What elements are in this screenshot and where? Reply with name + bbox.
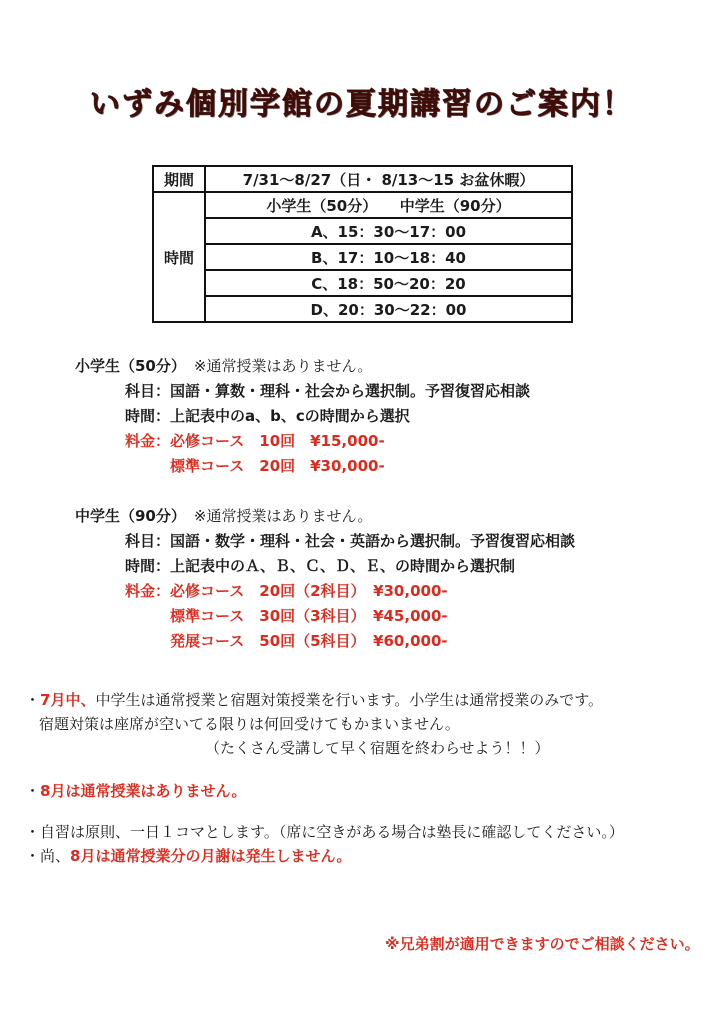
note-july-line2: 宿題対策は座席が空いてる限りは何回受けてもかまいません。 bbox=[39, 715, 460, 733]
period-label: 期間 bbox=[153, 166, 205, 192]
table-row bbox=[153, 166, 572, 192]
junior-section bbox=[75, 504, 575, 654]
period-value: 7/31～8/27（日・ 8/13～15 お盆休暇） bbox=[205, 166, 572, 192]
note-july-line1 bbox=[25, 688, 603, 712]
junior-heading: 中学生（90分） bbox=[75, 507, 186, 525]
time-slot-b: B、17：10～18：40 bbox=[205, 244, 572, 270]
table-row bbox=[153, 218, 572, 244]
table-row bbox=[153, 192, 572, 218]
elementary-heading-note: ※通常授業はありません。 bbox=[193, 357, 373, 375]
junior-price-1: 料金：必修コース 20回（2科目） ¥30,000- bbox=[125, 582, 448, 600]
time-slot-d: D、20：30～22：00 bbox=[205, 296, 572, 322]
junior-subjects: 科目：国語・数学・理科・社会・英語から選択制。予習復習応相談 bbox=[125, 532, 576, 550]
junior-price-3: 発展コース 50回（5科目） ¥60,000- bbox=[170, 632, 448, 650]
sibling-discount-note: ※兄弟割が適用できますのでご相談ください。 bbox=[385, 935, 700, 953]
time-label: 時間 bbox=[153, 192, 205, 322]
bullet-icon: ・ bbox=[25, 847, 41, 865]
time-slot-a: A、15：30～17：00 bbox=[205, 218, 572, 244]
junior-heading-line bbox=[75, 504, 575, 529]
junior-time: 時間：上記表中のＡ、Ｂ、Ｃ、Ｄ、Ｅ、の時間から選択制 bbox=[125, 557, 516, 575]
table-row bbox=[153, 296, 572, 322]
elementary-price-2: 標準コース 20回 ¥30,000- bbox=[170, 457, 385, 475]
note-august bbox=[25, 779, 246, 803]
elementary-heading-line bbox=[75, 354, 530, 379]
junior-details bbox=[125, 529, 575, 654]
note-july-red: 7月中、 bbox=[40, 691, 96, 709]
elementary-section bbox=[75, 354, 530, 479]
note-tuition bbox=[25, 844, 351, 868]
bullet-icon: ・ bbox=[25, 691, 41, 709]
note-self-study bbox=[25, 820, 624, 844]
page-title: いずみ個別学館の夏期講習のご案内！ bbox=[90, 87, 634, 122]
elementary-time: 時間：上記表中のa、b、cの時間から選択 bbox=[125, 407, 410, 425]
elementary-heading: 小学生（50分） bbox=[75, 357, 186, 375]
note-august-red: 8月は通常授業はありません。 bbox=[40, 782, 247, 800]
table-row bbox=[153, 244, 572, 270]
note-july-line3: （たくさん受講して早く宿題を終わらせよう！！） bbox=[205, 739, 550, 757]
schedule-table bbox=[152, 165, 573, 323]
elementary-subjects: 科目：国語・算数・理科・社会から選択制。予習復習応相談 bbox=[125, 382, 531, 400]
bullet-icon: ・ bbox=[25, 823, 41, 841]
time-slot-c: C、18：50～20：20 bbox=[205, 270, 572, 296]
note-self-study-text: 自習は原則、一日１コマとします。（席に空きがある場合は塾長に確認してください。） bbox=[40, 823, 624, 841]
junior-heading-note: ※通常授業はありません。 bbox=[193, 507, 373, 525]
elementary-details bbox=[125, 379, 530, 479]
note-tuition-red: 8月は通常授業分の月謝は発生しません。 bbox=[70, 847, 352, 865]
bullet-icon: ・ bbox=[25, 782, 41, 800]
junior-price-2: 標準コース 30回（3科目） ¥45,000- bbox=[170, 607, 448, 625]
note-july-black: 中学生は通常授業と宿題対策授業を行います。小学生は通常授業のみです。 bbox=[95, 691, 604, 709]
elementary-price-1: 料金：必修コース 10回 ¥15,000- bbox=[125, 432, 385, 450]
table-row bbox=[153, 270, 572, 296]
note-tuition-black: 尚、 bbox=[40, 847, 71, 865]
grade-duration-header: 小学生（50分） 中学生（90分） bbox=[205, 192, 572, 218]
